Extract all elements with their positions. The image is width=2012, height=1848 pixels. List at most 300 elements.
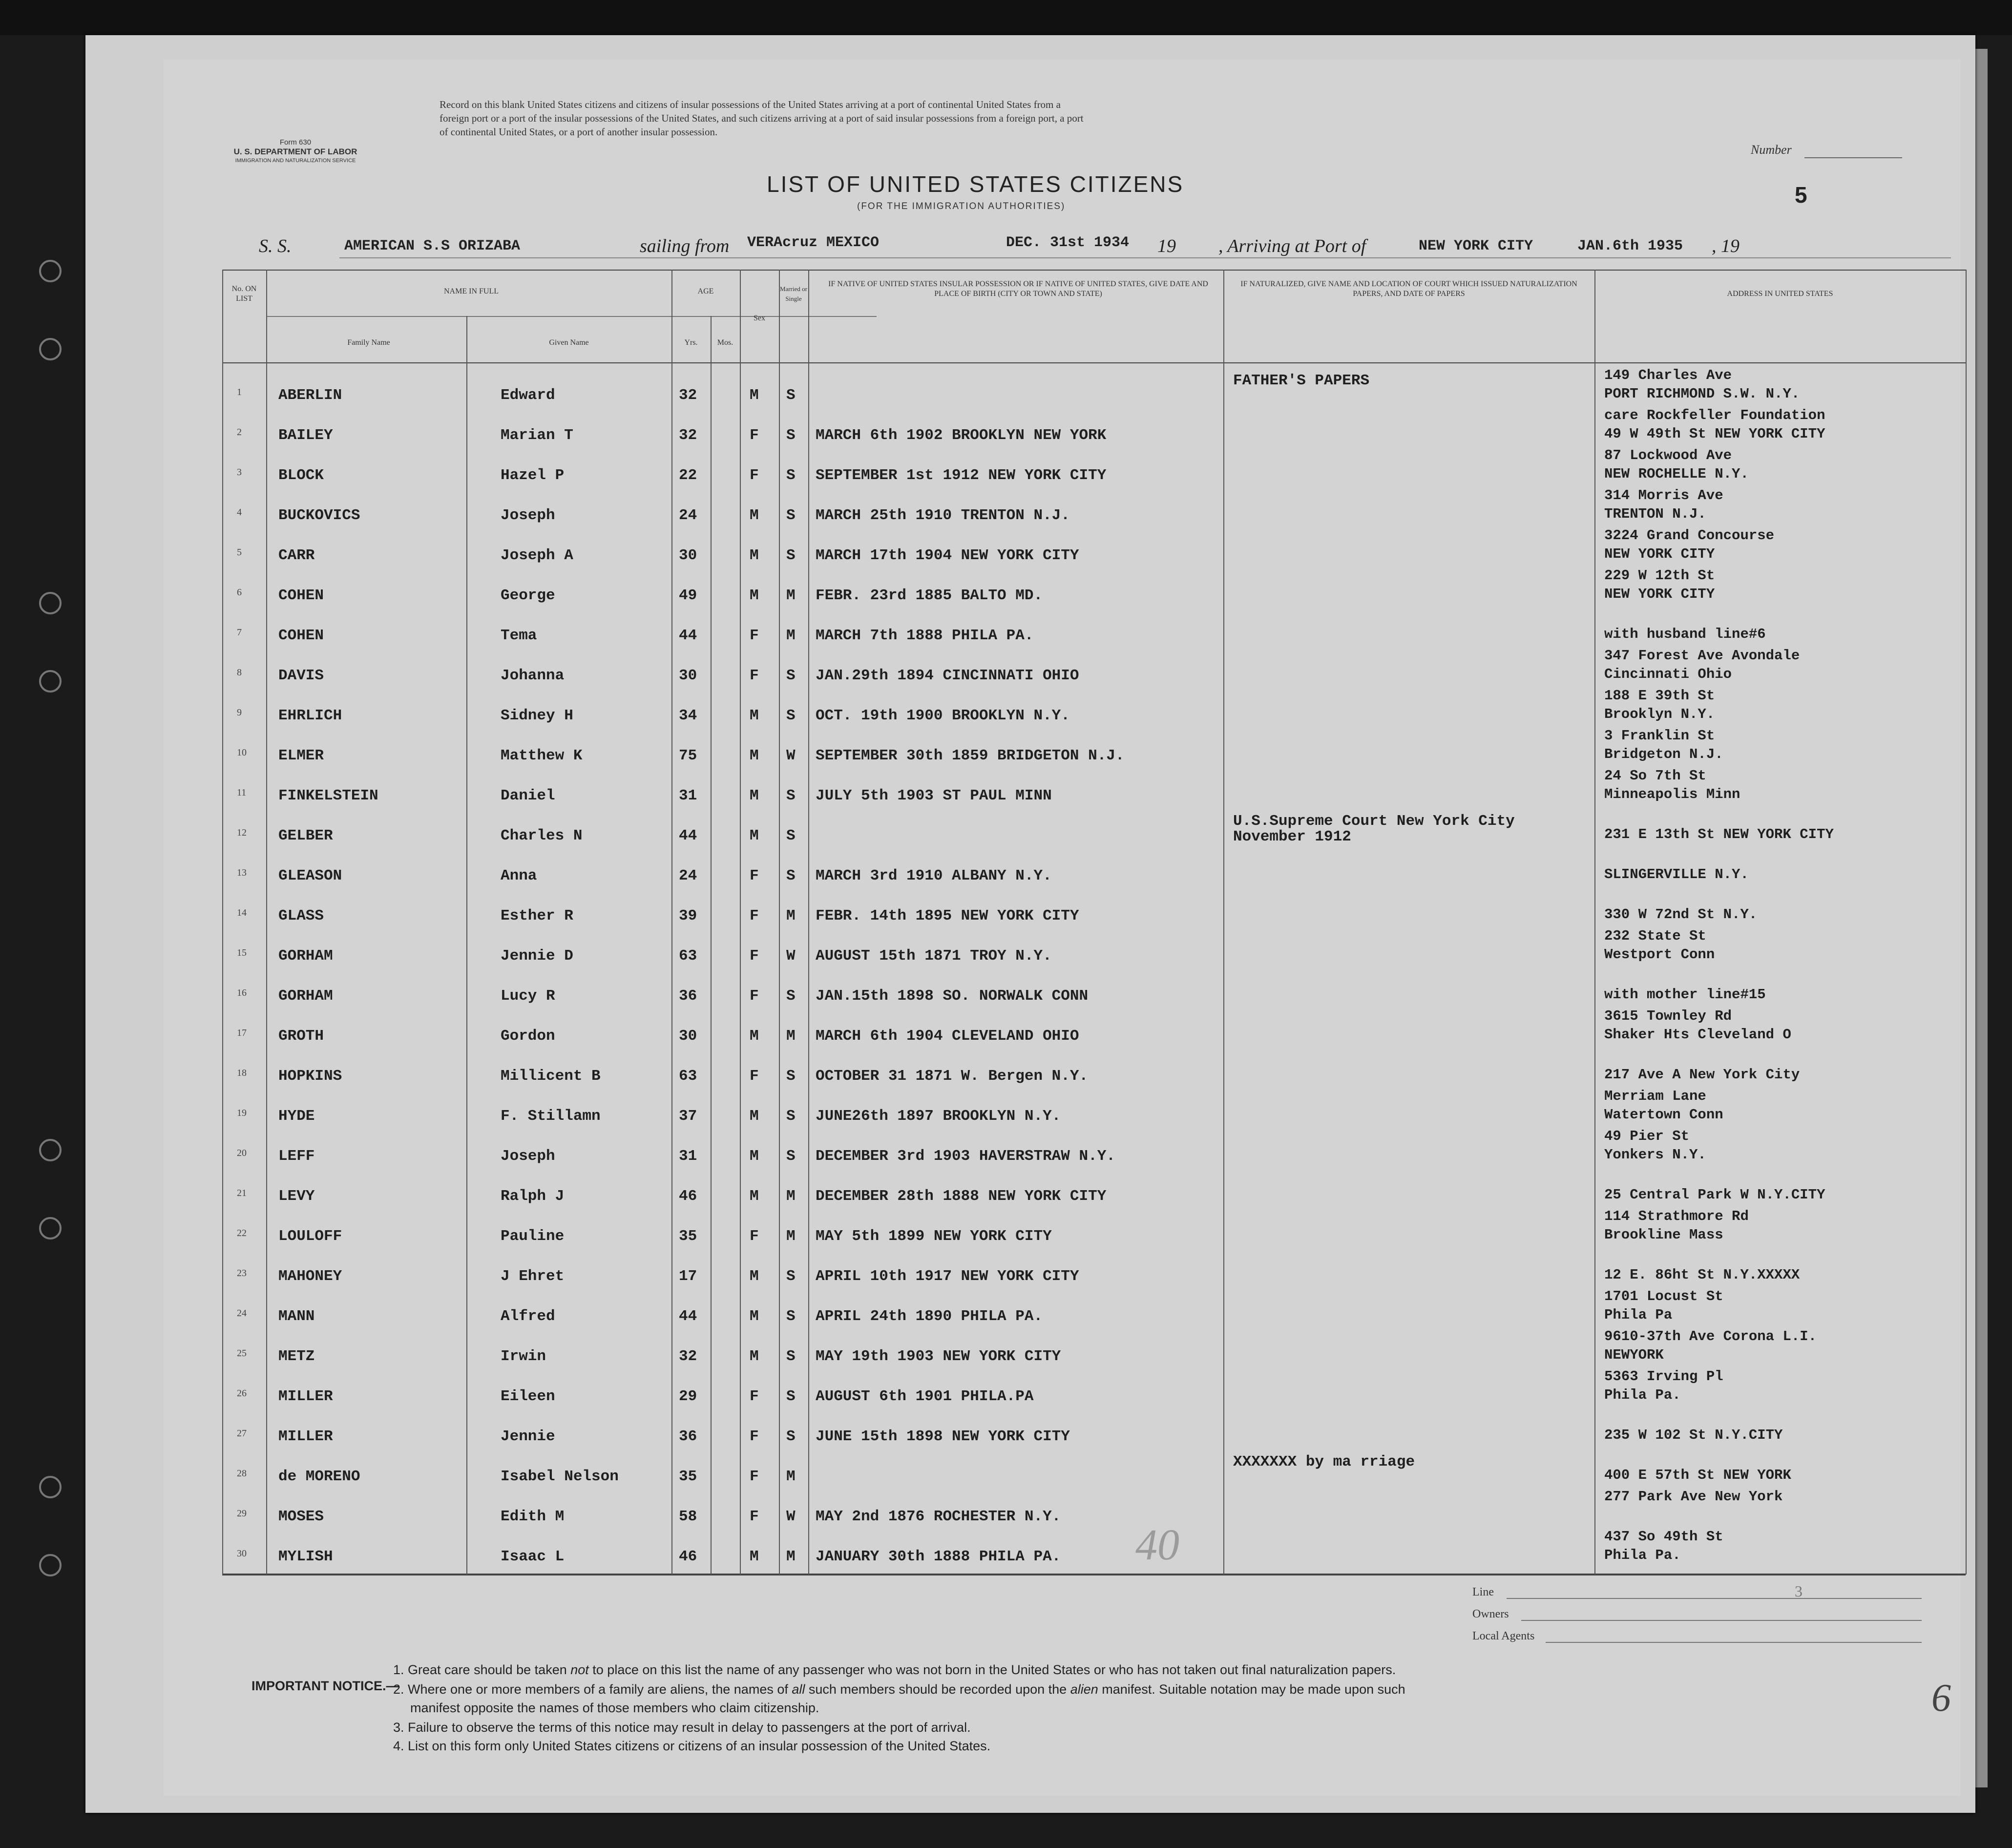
table-row	[222, 367, 1966, 406]
age-years: 49	[679, 587, 697, 604]
header-family-name: Family Name	[347, 338, 390, 347]
table-row	[222, 1368, 1966, 1407]
family-name: BLOCK	[278, 467, 324, 484]
binder-hole-icon	[39, 1554, 62, 1576]
number-field-line	[1804, 157, 1902, 158]
family-name: MOSES	[278, 1508, 324, 1525]
birth-info: JUNE26th 1897 BROOKLYN N.Y.	[816, 1108, 1061, 1125]
birth-info: DECEMBER 3rd 1903 HAVERSTRAW N.Y.	[816, 1148, 1115, 1165]
sex: M	[750, 1308, 759, 1325]
age-years: 36	[679, 987, 697, 1005]
address-line-2: Westport Conn	[1604, 946, 1715, 963]
given-name: Johanna	[501, 667, 565, 684]
given-name: Sidney H	[501, 707, 573, 724]
age-years: 37	[679, 1108, 697, 1125]
family-name: MANN	[278, 1308, 315, 1325]
line-label: Line	[1472, 1586, 1494, 1598]
sailing-date: DEC. 31st 1934	[1006, 234, 1130, 251]
row-number: 13	[237, 867, 247, 878]
table-row	[222, 567, 1966, 607]
address-line-1: 347 Forest Ave Avondale	[1604, 648, 1800, 664]
ship-line-rule	[339, 257, 1951, 258]
row-number: 11	[237, 787, 247, 798]
birth-info: FEBR. 23rd 1885 BALTO MD.	[816, 587, 1043, 604]
address-line-2: PORT RICHMOND S.W. N.Y.	[1604, 386, 1800, 402]
family-name: MILLER	[278, 1388, 333, 1405]
birth-info: MARCH 25th 1910 TRENTON N.J.	[816, 507, 1070, 524]
address-line-1: 114 Strathmore Rd	[1604, 1208, 1749, 1224]
address-line-2: Phila Pa.	[1604, 1547, 1681, 1563]
table-row	[222, 1449, 1966, 1488]
sex: M	[750, 1188, 759, 1205]
sex: M	[750, 1028, 759, 1045]
name-header-divider	[266, 316, 877, 317]
given-name: Joseph	[501, 507, 555, 524]
address-line-1: 3224 Grand Concourse	[1604, 527, 1775, 544]
address-line-2: 49 W 49th St NEW YORK CITY	[1604, 426, 1825, 442]
address-line-2: Phila Pa.	[1604, 1387, 1681, 1403]
address-line-2: Brooklyn N.Y.	[1604, 706, 1715, 722]
row-number: 30	[237, 1548, 247, 1559]
table-row	[222, 608, 1966, 647]
sex: F	[750, 987, 759, 1005]
sex: M	[750, 747, 759, 764]
address-line-2: 217 Ave A New York City	[1604, 1067, 1800, 1083]
marital-status: W	[786, 747, 796, 764]
given-name: Daniel	[501, 787, 555, 804]
family-name: METZ	[278, 1348, 315, 1365]
margin-page-number: 6	[1931, 1677, 1951, 1720]
marital-status: M	[786, 907, 796, 924]
row-number: 10	[237, 747, 247, 758]
marital-status: S	[786, 667, 796, 684]
address-line-1: 24 So 7th St	[1604, 768, 1706, 784]
row-number: 25	[237, 1348, 247, 1359]
table-row	[222, 1489, 1966, 1528]
table-row	[222, 888, 1966, 927]
notice-item-4: 4. List on this form only United States citizens or citizens of an insular possession of the United States.	[393, 1739, 991, 1753]
birth-info: AUGUST 15th 1871 TROY N.Y.	[816, 947, 1052, 965]
table-row	[222, 928, 1966, 967]
page-title: LIST OF UNITED STATES CITIZENS	[767, 171, 1184, 197]
table-row	[222, 487, 1966, 526]
sex: F	[750, 667, 759, 684]
arrival-port: NEW YORK CITY	[1419, 238, 1533, 254]
row-number: 29	[237, 1508, 247, 1519]
address-line-1: care Rockfeller Foundation	[1604, 407, 1825, 423]
birth-info: JAN.29th 1894 CINCINNATI OHIO	[816, 667, 1079, 684]
sex: F	[750, 467, 759, 484]
given-name: Pauline	[501, 1228, 565, 1245]
sex: M	[750, 827, 759, 844]
birth-info: FEBR. 14th 1895 NEW YORK CITY	[816, 907, 1079, 924]
sex: M	[750, 787, 759, 804]
sex: M	[750, 1548, 759, 1565]
address-line-1: 229 W 12th St	[1604, 567, 1715, 584]
age-years: 30	[679, 667, 697, 684]
address-line-1: 149 Charles Ave	[1604, 367, 1732, 383]
arrival-date: JAN.6th 1935	[1577, 238, 1683, 254]
age-years: 44	[679, 1308, 697, 1325]
given-name: Edith M	[501, 1508, 565, 1525]
service-name: IMMIGRATION AND NATURALIZATION SERVICE	[235, 158, 356, 164]
age-years: 22	[679, 467, 697, 484]
marital-status: S	[786, 1268, 796, 1285]
row-number: 17	[237, 1028, 247, 1038]
family-name: BAILEY	[278, 427, 333, 444]
marital-status: S	[786, 1108, 796, 1125]
notice-item-2	[393, 1682, 1405, 1697]
birth-info: APRIL 24th 1890 PHILA PA.	[816, 1308, 1043, 1325]
sex: M	[750, 547, 759, 564]
table-row	[222, 808, 1966, 847]
row-number: 19	[237, 1108, 247, 1118]
sex: M	[750, 1348, 759, 1365]
address-line-2: 330 W 72nd St N.Y.	[1604, 906, 1758, 923]
sex: F	[750, 427, 759, 444]
table-row	[222, 1208, 1966, 1247]
naturalization-info-date: November 1912	[1233, 828, 1351, 845]
table-row	[222, 407, 1966, 446]
birth-info: APRIL 10th 1917 NEW YORK CITY	[816, 1268, 1079, 1285]
age-years: 63	[679, 947, 697, 965]
birth-info: DECEMBER 28th 1888 NEW YORK CITY	[816, 1188, 1107, 1205]
address-line-2: Bridgeton N.J.	[1604, 746, 1723, 762]
address-line-2: NEW ROCHELLE N.Y.	[1604, 466, 1749, 482]
arriving-label: , Arriving at Port of	[1218, 236, 1366, 256]
given-name: Hazel P	[501, 467, 565, 484]
table-row	[222, 1168, 1966, 1207]
table-row	[222, 968, 1966, 1007]
line-field-rule	[1507, 1598, 1922, 1599]
number-label: Number	[1751, 143, 1792, 157]
age-years: 32	[679, 427, 697, 444]
given-name: Isaac L	[501, 1548, 565, 1565]
address-line-2: Minneapolis Minn	[1604, 786, 1740, 802]
age-years: 17	[679, 1268, 697, 1285]
marital-status: S	[786, 427, 796, 444]
binder-hole-icon	[39, 1217, 62, 1239]
marital-status: S	[786, 507, 796, 524]
owners-field-rule	[1521, 1620, 1922, 1621]
family-name: de MORENO	[278, 1468, 360, 1485]
row-number: 8	[237, 667, 242, 678]
given-name: Gordon	[501, 1028, 555, 1045]
notice-item-3: 3. Failure to observe the terms of this notice may result in delay to passengers at the port of arrival.	[393, 1720, 971, 1735]
given-name: F. Stillamn	[501, 1108, 601, 1125]
family-name: DAVIS	[278, 667, 324, 684]
age-years: 30	[679, 1028, 697, 1045]
given-name: Matthew K	[501, 747, 583, 764]
address-line-1: 232 State St	[1604, 928, 1706, 944]
birth-info: AUGUST 6th 1901 PHILA.PA	[816, 1388, 1034, 1405]
birth-info: JANUARY 30th 1888 PHILA PA.	[816, 1548, 1061, 1565]
age-years: 24	[679, 867, 697, 884]
given-name: Joseph	[501, 1148, 555, 1165]
family-name: EHRLICH	[278, 707, 342, 724]
marital-status: M	[786, 1228, 796, 1245]
family-name: GELBER	[278, 827, 333, 844]
owners-label: Owners	[1472, 1608, 1509, 1620]
age-years: 24	[679, 507, 697, 524]
sex: M	[750, 507, 759, 524]
family-name: GORHAM	[278, 947, 333, 965]
marital-status: S	[786, 387, 796, 404]
form-630	[164, 60, 1961, 1796]
marital-status: S	[786, 467, 796, 484]
birth-info: JULY 5th 1903 ST PAUL MINN	[816, 787, 1052, 804]
marital-status: M	[786, 587, 796, 604]
marital-status: S	[786, 1148, 796, 1165]
agents-label: Local Agents	[1472, 1630, 1535, 1642]
given-name: Alfred	[501, 1308, 555, 1325]
sex: F	[750, 627, 759, 644]
row-number: 20	[237, 1148, 247, 1158]
table-row	[222, 648, 1966, 687]
binder-hole-icon	[39, 1139, 62, 1161]
family-name: HOPKINS	[278, 1068, 342, 1085]
address-line-1: 3 Franklin St	[1604, 728, 1715, 744]
binder-hole-icon	[39, 338, 62, 360]
address-line-2: 235 W 102 St N.Y.CITY	[1604, 1427, 1783, 1443]
row-number: 1	[237, 387, 242, 398]
notice-emphasis: alien	[1070, 1682, 1098, 1697]
table-row	[222, 1408, 1966, 1448]
table-row	[222, 688, 1966, 727]
marital-status: W	[786, 947, 796, 965]
given-name: J Ehret	[501, 1268, 565, 1285]
age-years: 29	[679, 1388, 697, 1405]
row-number: 2	[237, 427, 242, 438]
given-name: Millicent B	[501, 1068, 601, 1085]
header-name-in-full: NAME IN FULL	[444, 287, 499, 295]
notice-text: 2. Where one or more members of a family are aliens, the names of	[393, 1682, 792, 1697]
marital-status: M	[786, 627, 796, 644]
marital-status: S	[786, 1428, 796, 1445]
sex: F	[750, 907, 759, 924]
family-name: LEVY	[278, 1188, 315, 1205]
birth-info: MAY 2nd 1876 ROCHESTER N.Y.	[816, 1508, 1061, 1525]
table-header-border	[222, 362, 1966, 363]
sex: F	[750, 1228, 759, 1245]
row-number: 23	[237, 1268, 247, 1279]
address-line-2: with mother line#15	[1604, 987, 1766, 1003]
given-name: Ralph J	[501, 1188, 565, 1205]
sailing-from-label: sailing from	[640, 236, 730, 256]
marital-status: M	[786, 1188, 796, 1205]
marital-status: S	[786, 1388, 796, 1405]
address-line-2: TRENTON N.J.	[1604, 506, 1706, 522]
family-name: FINKELSTEIN	[278, 787, 378, 804]
form-number: Form 630	[279, 138, 312, 147]
binder-hole-icon	[39, 1476, 62, 1498]
given-name: Eileen	[501, 1388, 555, 1405]
naturalization-info: FATHER'S PAPERS	[1233, 372, 1370, 389]
notice-text: such members should be recorded upon the	[805, 1682, 1070, 1697]
family-name: MILLER	[278, 1428, 333, 1445]
sex: F	[750, 947, 759, 965]
birth-info: SEPTEMBER 30th 1859 BRIDGETON N.J.	[816, 747, 1125, 764]
binder-hole-icon	[39, 260, 62, 282]
row-number: 5	[237, 547, 242, 558]
marital-status: M	[786, 1468, 796, 1485]
row-number: 7	[237, 627, 242, 638]
manifest-sheet	[85, 35, 1975, 1813]
header-address: ADDRESS IN UNITED STATES	[1727, 290, 1833, 298]
age-years: 63	[679, 1068, 697, 1085]
given-name: Tema	[501, 627, 537, 644]
birth-info: SEPTEMBER 1st 1912 NEW YORK CITY	[816, 467, 1107, 484]
birth-info: JAN.15th 1898 SO. NORWALK CONN	[816, 987, 1089, 1005]
address-line-1: 437 So 49th St	[1604, 1529, 1723, 1545]
year-label: 19	[1157, 236, 1176, 256]
row-number: 6	[237, 587, 242, 598]
family-name: MAHONEY	[278, 1268, 342, 1285]
address-line-2: 12 E. 86ht St N.Y.XXXXX	[1604, 1267, 1800, 1283]
address-line-2: NEW YORK CITY	[1604, 586, 1715, 602]
birth-info: MAY 5th 1899 NEW YORK CITY	[816, 1228, 1052, 1245]
header-birth-info: IF NATIVE OF UNITED STATES INSULAR POSSESSION OR IF NATIVE OF UNITED STATES, GIVE DATE AND PLACE OF BIRTH (CITY OR TOWN AND STATE)	[828, 280, 1208, 298]
marital-status: S	[786, 987, 796, 1005]
marital-status: S	[786, 1348, 796, 1365]
record-instructions	[440, 98, 1084, 139]
binder-hole-icon	[39, 592, 62, 614]
address-line-1: 87 Lockwood Ave	[1604, 447, 1732, 463]
birth-info: MARCH 6th 1902 BROOKLYN NEW YORK	[816, 427, 1107, 444]
sex: M	[750, 1268, 759, 1285]
age-years: 36	[679, 1428, 697, 1445]
agents-field-rule	[1546, 1642, 1922, 1643]
marital-status: S	[786, 1068, 796, 1085]
marital-status: S	[786, 867, 796, 884]
sex: F	[750, 867, 759, 884]
given-name: Edward	[501, 387, 555, 404]
naturalization-info: U.S.Supreme Court New York City	[1233, 813, 1515, 830]
family-name: ELMER	[278, 747, 324, 764]
family-name: COHEN	[278, 627, 324, 644]
row-number: 3	[237, 467, 242, 478]
given-name: Anna	[501, 867, 537, 884]
age-years: 30	[679, 547, 697, 564]
family-name: HYDE	[278, 1108, 315, 1125]
age-years: 32	[679, 1348, 697, 1365]
family-name: CARR	[278, 547, 315, 564]
address-line-2: SLINGERVILLE N.Y.	[1604, 866, 1749, 882]
sex: F	[750, 1388, 759, 1405]
notice-text: to place on this list the name of any passenger who was not born in the United States or who has not taken out final naturalization papers.	[588, 1662, 1396, 1677]
age-years: 58	[679, 1508, 697, 1525]
address-line-2: NEW YORK CITY	[1604, 546, 1715, 562]
table-bottom-border	[222, 1574, 1966, 1575]
marital-status: M	[786, 1548, 796, 1565]
table-row	[222, 848, 1966, 887]
passenger-rows	[222, 367, 1966, 1569]
given-name: Charles N	[501, 827, 583, 844]
page-subtitle: (FOR THE IMMIGRATION AUTHORITIES)	[857, 201, 1066, 211]
address-line-2: Watertown Conn	[1604, 1107, 1723, 1123]
given-name: Jennie	[501, 1428, 555, 1445]
row-number: 21	[237, 1188, 247, 1198]
birth-info: OCTOBER 31 1871 W. Bergen N.Y.	[816, 1068, 1089, 1085]
marital-status: S	[786, 707, 796, 724]
address-line-2: Brookline Mass	[1604, 1227, 1723, 1243]
address-line-2: Phila Pa	[1604, 1307, 1673, 1323]
family-name: GLEASON	[278, 867, 342, 884]
family-name: LOULOFF	[278, 1228, 342, 1245]
table-row	[222, 1128, 1966, 1167]
row-number: 24	[237, 1308, 247, 1319]
address-line-1: Merriam Lane	[1604, 1088, 1706, 1104]
age-years: 32	[679, 387, 697, 404]
ss-label: S. S.	[259, 236, 292, 256]
age-years: 31	[679, 787, 697, 804]
department-name: U. S. DEPARTMENT OF LABOR	[233, 147, 357, 156]
row-number: 9	[237, 707, 242, 718]
row-number: 22	[237, 1228, 247, 1239]
notice-title: IMPORTANT NOTICE.—	[252, 1679, 399, 1693]
given-name: Marian T	[501, 427, 573, 444]
address-line-2: Yonkers N.Y.	[1604, 1147, 1706, 1163]
header-yrs: Yrs.	[684, 338, 698, 347]
marital-status: S	[786, 827, 796, 844]
page-number: 5	[1795, 182, 1807, 208]
address-line-2: Cincinnati Ohio	[1604, 666, 1732, 682]
address-line-1: 188 E 39th St	[1604, 688, 1715, 704]
birth-info: JUNE 15th 1898 NEW YORK CITY	[816, 1428, 1070, 1445]
age-years: 44	[679, 627, 697, 644]
address-line-2: 25 Central Park W N.Y.CITY	[1604, 1187, 1825, 1203]
sailing-from-port: VERAcruz MEXICO	[747, 234, 880, 251]
row-number: 16	[237, 987, 247, 998]
marital-status: M	[786, 1028, 796, 1045]
family-name: ABERLIN	[278, 387, 342, 404]
address-line-1: 49 Pier St	[1604, 1128, 1690, 1144]
given-name: George	[501, 587, 555, 604]
age-years: 46	[679, 1188, 697, 1205]
table-row	[222, 728, 1966, 767]
sex: F	[750, 1068, 759, 1085]
notice-emphasis: not	[570, 1662, 589, 1677]
table-row	[222, 1008, 1966, 1047]
given-name: Isabel Nelson	[501, 1468, 619, 1485]
marital-status: W	[786, 1508, 796, 1525]
record-text-line: Record on this blank United States citizens and citizens of insular possessions of the United States arriving at a port of continental United States from a	[440, 99, 1061, 110]
handwritten-count: 40	[1135, 1521, 1179, 1569]
given-name: Joseph A	[501, 547, 573, 564]
row-number: 14	[237, 907, 247, 918]
address-line-1: 277 Park Ave New York	[1604, 1489, 1783, 1505]
header-mos: Mos.	[717, 338, 734, 347]
scan-top-border	[0, 0, 2012, 35]
age-years: 39	[679, 907, 697, 924]
notice-item-1	[393, 1662, 1396, 1678]
birth-info: MARCH 3rd 1910 ALBANY N.Y.	[816, 867, 1052, 884]
family-name: GORHAM	[278, 987, 333, 1005]
birth-info: MARCH 7th 1888 PHILA PA.	[816, 627, 1034, 644]
address-line-2: NEWYORK	[1604, 1347, 1664, 1363]
header-married-single: Married or Single	[780, 285, 807, 302]
sex: M	[750, 707, 759, 724]
birth-info: MARCH 17th 1904 NEW YORK CITY	[816, 547, 1079, 564]
given-name: Irwin	[501, 1348, 546, 1365]
family-name: GROTH	[278, 1028, 324, 1045]
age-years: 46	[679, 1548, 697, 1565]
row-number: 26	[237, 1388, 247, 1399]
marital-status: S	[786, 787, 796, 804]
address-line-2: with husband line#6	[1604, 626, 1766, 642]
family-name: BUCKOVICS	[278, 507, 360, 524]
row-number: 28	[237, 1468, 247, 1479]
